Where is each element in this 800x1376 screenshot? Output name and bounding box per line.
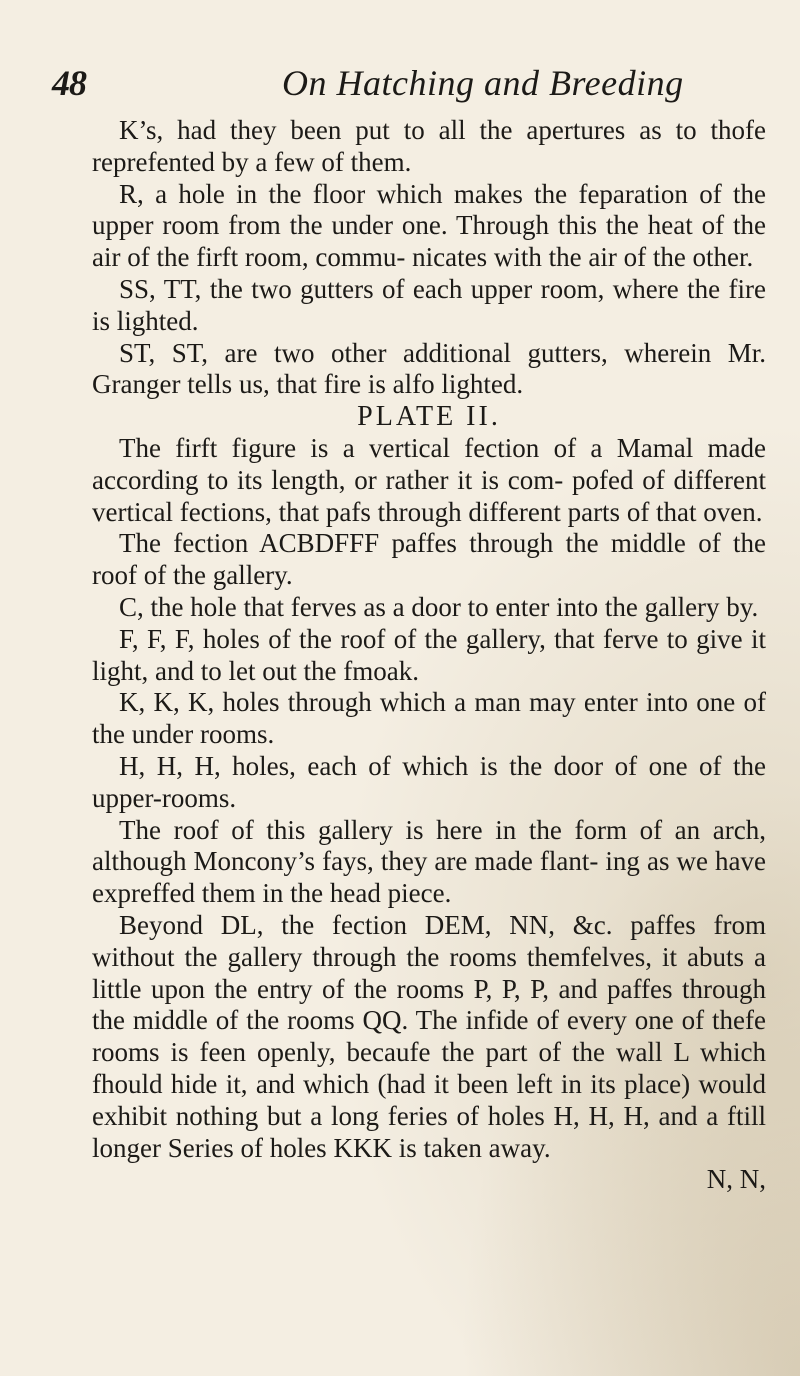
paragraph-hole-c: C, the hole that ferves as a door to enter into the gallery by. (119, 591, 759, 622)
running-title: On Hatching and Breeding (282, 63, 684, 103)
body-text (92, 115, 766, 1196)
paragraph-apertures: K’s, had they been put to all the apertures as to thofe reprefented by a few of them. (92, 115, 766, 177)
paragraph-section-dem: Beyond DL, the fection DEM, NN, &c. paffes from without the gallery through the rooms themfelves, it abuts a little upon the entry of the rooms P, P, P, and paffes through the middle of the rooms QQ. The infide of every one of thefe rooms is feen openly, becaufe the part of the wall L which fhould hide it, and which (had it been left in its place) would exhibit nothing but a long feries of holes H, H, H, and a ftill longer Series of holes KKK is taken away. (92, 909, 766, 1163)
paragraph-roof-arch: The roof of this gallery is here in the form of an arch, although Moncony’s fays, they are made flant- ing as we have expreffed them in the head piece. (92, 814, 766, 909)
paragraph-first-figure: The firft figure is a vertical fection of a Mamal made according to its length, or rather it is com- pofed of different vertical fections, that pafs through different parts of that oven. (92, 432, 766, 527)
page-header (52, 62, 752, 112)
plate-heading: PLATE II. (357, 401, 501, 433)
paragraph-holes-f: F, F, F, holes of the roof of the gallery, that ferve to give it light, and to let out the fmoak. (92, 623, 766, 686)
catchword: N, N, (706, 1164, 766, 1195)
paragraph-hole-r: R, a hole in the floor which makes the feparation of the upper room from the under one. Through this the heat of the air of the firft room, commu- nicates with the air of the other. (92, 178, 766, 273)
paragraph-section-acbdfff: The fection ACBDFFF paffes through the middle of the roof of the gallery. (92, 528, 766, 591)
paragraph-gutters-st: ST, ST, are two other additional gutters, wherein Mr. Granger tells us, that fire is alfo lighted. (92, 337, 766, 400)
page-number: 48 (52, 63, 86, 103)
paragraph-holes-h: H, H, H, holes, each of which is the door of one of the upper-rooms. (92, 750, 766, 813)
paragraph-gutters-ss-tt: SS, TT, the two gutters of each upper room, where the fire is lighted. (92, 273, 766, 336)
paragraph-holes-k: K, K, K, holes through which a man may enter into one of the under rooms. (92, 687, 766, 750)
